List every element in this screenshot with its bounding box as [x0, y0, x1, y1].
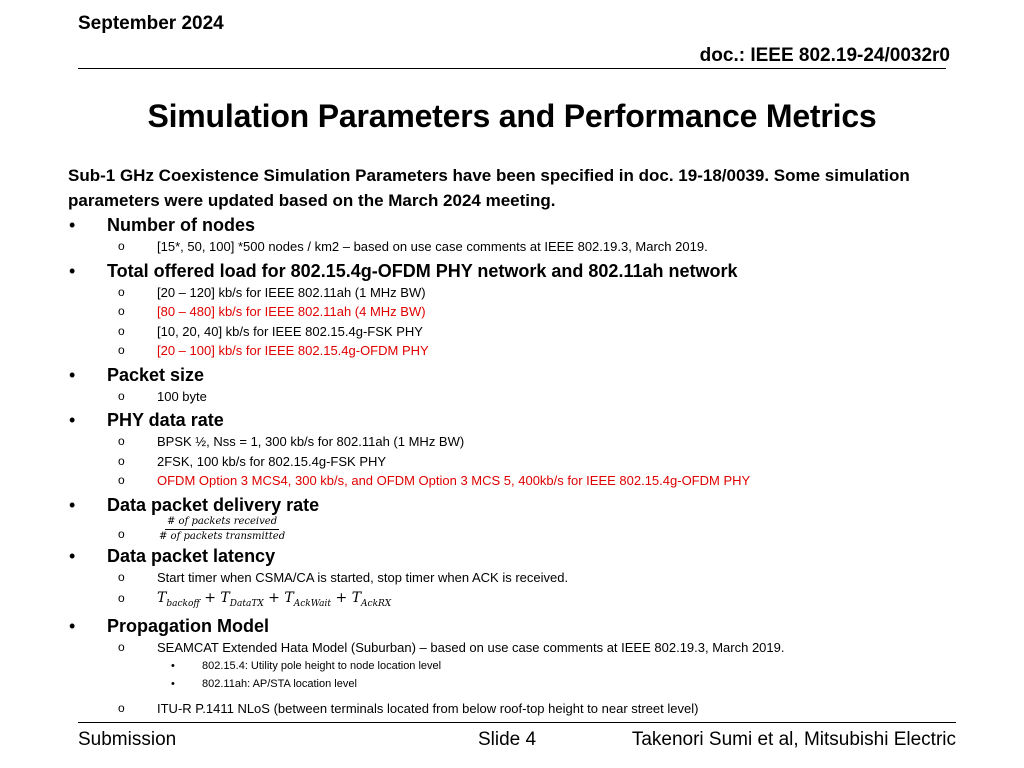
bullet-marker: • [69, 364, 76, 385]
sub-bullet-marker: o [118, 569, 125, 584]
sub-sub-bullet [68, 675, 958, 693]
sub-bullet-formula [68, 517, 958, 545]
sub-bullet-marker: o [118, 639, 125, 654]
sub-bullet [68, 699, 958, 719]
formula-term: T [284, 590, 294, 607]
sub-bullet [68, 237, 958, 257]
bullet-label: Data packet delivery rate [107, 494, 320, 515]
intro-paragraph: Sub-1 GHz Coexistence Simulation Parameters have been specified in doc. 19-18/0039. Some simulation parameters were updated based on the March 2024 meeting. [68, 166, 910, 210]
sub-bullet-marker: o [118, 343, 125, 357]
sub-bullet [68, 387, 958, 407]
bullet-label: Number of nodes [107, 215, 256, 235]
formula-operator: + [199, 590, 221, 607]
header-rule [78, 68, 946, 69]
sub-sub-bullet-text: 802.11ah: AP/STA location level [202, 678, 357, 691]
sub-bullet-marker: o [118, 701, 125, 716]
bullet-marker: • [69, 494, 76, 515]
sub-bullet-marker: o [118, 591, 125, 606]
sub-bullet-text: [20 – 100] kb/s for IEEE 802.15.4g-OFDM PHY [157, 343, 429, 358]
sub-sub-bullet-text: 802.15.4: Utility pole height to node location level [202, 660, 442, 673]
formula-subscript: AckWait [293, 598, 332, 609]
sub-bullet-marker: o [118, 526, 125, 541]
sub-bullet-highlight [68, 341, 958, 361]
formula-subscript: DataTX [229, 598, 264, 609]
footer-submission: Submission [78, 729, 177, 750]
sub-bullet-marker: o [118, 284, 125, 299]
sub-bullet-marker: o [118, 434, 125, 448]
delivery-rate-fraction [157, 516, 287, 543]
slide-content [68, 163, 958, 719]
formula-subscript: AckRX [361, 598, 392, 609]
sub-bullet-text: OFDM Option 3 MCS4, 300 kb/s, and OFDM Option 3 MCS 5, 400kb/s for IEEE 802.15.4g-OFDM PHY [157, 473, 751, 488]
sub-bullet [68, 432, 958, 452]
sub-bullet-text: ITU-R P.1411 NLoS (between terminals located from below roof-top height to near street level) [157, 701, 699, 717]
formula-operator: + [331, 590, 352, 607]
bullet-packet-latency [68, 545, 958, 568]
sub-bullet-marker: o [118, 323, 125, 338]
bullet-label: PHY data rate [107, 410, 224, 430]
bullet-phy-data-rate [68, 409, 958, 432]
sub-bullet-marker: o [118, 304, 125, 318]
bullet-marker: • [69, 215, 76, 235]
header-date: September 2024 [78, 13, 224, 34]
fraction-denominator: # of packets transmitted [159, 530, 286, 542]
bullet-label: Packet size [107, 364, 205, 385]
formula-term: T [220, 590, 230, 607]
sub-bullet-text: [20 – 120] kb/s for IEEE 802.11ah (1 MHz BW) [157, 284, 426, 300]
formula-term: T [157, 590, 167, 607]
sub-bullet [68, 638, 958, 658]
sub-bullet [68, 322, 958, 342]
bullet-marker: • [69, 260, 76, 281]
sub-bullet-highlight [68, 471, 958, 491]
bullet-marker: • [69, 545, 76, 566]
sub-bullet [68, 283, 958, 303]
sub-bullet [68, 452, 958, 472]
sub-bullet-marker: o [118, 473, 125, 487]
footer-rule [78, 722, 956, 723]
sub-bullet-formula [68, 587, 958, 615]
bullet-packet-size [68, 364, 958, 387]
bullet-label: Propagation Model [107, 615, 269, 636]
sub-bullet-text: BPSK ½, Nss = 1, 300 kb/s for 802.11ah (1 MHz BW) [157, 434, 465, 449]
bullet-marker: • [69, 615, 76, 636]
sub-bullet-text: [80 – 480] kb/s for IEEE 802.11ah (4 MHz BW) [157, 304, 426, 319]
sub-bullet-text: 100 byte [157, 388, 207, 404]
slide-title: Simulation Parameters and Performance Metrics [147, 98, 877, 134]
sub-bullet-text: [15*, 50, 100] *500 nodes / km2 – based on use case comments at IEEE 802.19.3, March 2019. [157, 239, 708, 254]
latency-formula [157, 590, 392, 609]
sub-bullet-text: Start timer when CSMA/CA is started, stop timer when ACK is received. [157, 569, 569, 585]
sub-sub-bullet [68, 657, 958, 675]
formula-operator: + [263, 590, 285, 607]
sub-bullet-marker: o [118, 388, 125, 403]
bullet-total-offered-load [68, 260, 958, 283]
footer-slide-number: Slide 4 [478, 729, 537, 750]
bullet-marker: • [69, 410, 76, 430]
bullet-delivery-rate [68, 494, 958, 517]
header-doc-number: doc.: IEEE 802.19-24/0032r0 [699, 45, 950, 66]
bullet-label: Data packet latency [107, 545, 276, 566]
sub-bullet-text: [10, 20, 40] kb/s for IEEE 802.15.4g-FSK PHY [157, 323, 423, 339]
bullet-label: Total offered load for 802.15.4g-OFDM PHY network and 802.11ah network [107, 260, 738, 281]
footer-author: Takenori Sumi et al, Mitsubishi Electric [631, 729, 956, 750]
sub-bullet-highlight [68, 302, 958, 322]
sub-bullet-text: 2FSK, 100 kb/s for 802.15.4g-FSK PHY [157, 453, 387, 469]
formula-term: T [351, 590, 362, 607]
bullet-propagation-model [68, 615, 958, 638]
sub-sub-bullet-marker: • [171, 660, 175, 673]
formula-subscript: backoff [166, 598, 200, 609]
sub-bullet-marker: o [118, 239, 125, 253]
sub-bullet [68, 568, 958, 588]
bullet-number-of-nodes [68, 214, 958, 237]
sub-bullet-text: SEAMCAT Extended Hata Model (Suburban) – based on use case comments at IEEE 802.19.3, March 2019. [157, 639, 785, 655]
sub-bullet-marker: o [118, 453, 125, 468]
fraction-numerator: # of packets received [165, 516, 279, 530]
sub-sub-bullet-marker: • [171, 678, 175, 691]
